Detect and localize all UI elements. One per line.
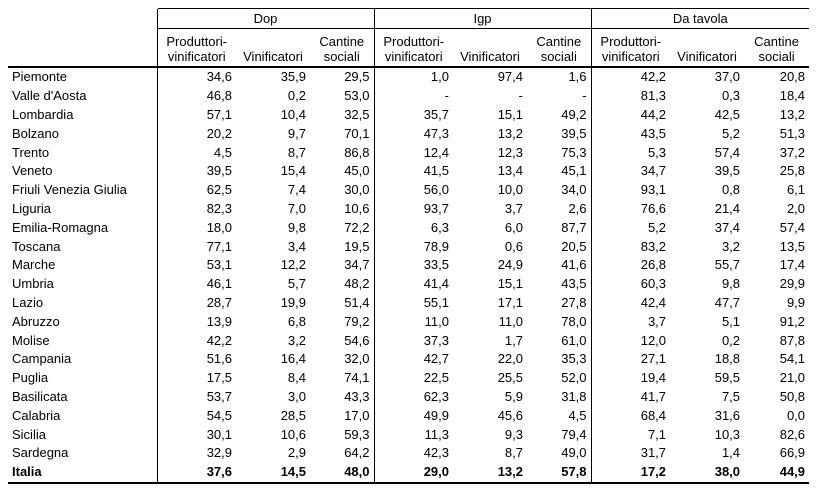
subheader-cantine-sociali bbox=[744, 29, 809, 68]
value-cell: 31,7 bbox=[591, 444, 670, 463]
value-cell: 39,5 bbox=[157, 162, 236, 181]
table-row bbox=[8, 275, 809, 294]
value-cell: 30,0 bbox=[344, 182, 370, 198]
region-name: Molise bbox=[12, 332, 50, 348]
group-header-dop: Dop bbox=[157, 9, 374, 29]
value-cell: 51,3 bbox=[779, 125, 806, 141]
value-cell: 42,5 bbox=[714, 106, 741, 122]
value-cell: 15,1 bbox=[497, 106, 523, 122]
value-cell: 25,5 bbox=[497, 370, 523, 386]
table-body bbox=[8, 67, 809, 483]
value-cell: 53,7 bbox=[157, 388, 236, 407]
value-cell: 42,3 bbox=[374, 444, 453, 463]
value-cell: 35,3 bbox=[561, 351, 587, 367]
value-cell: 64,2 bbox=[344, 445, 370, 461]
table-row bbox=[8, 143, 809, 162]
value-cell: 42,7 bbox=[374, 350, 453, 369]
value-cell: - bbox=[374, 87, 453, 106]
value-cell: 21,4 bbox=[714, 200, 741, 216]
region-name: Sicilia bbox=[12, 426, 46, 442]
value-cell: 42,4 bbox=[591, 294, 670, 313]
value-cell: 31,6 bbox=[714, 407, 741, 423]
value-cell: 57,1 bbox=[157, 106, 236, 125]
value-cell: 43,5 bbox=[591, 124, 670, 143]
value-cell: 18,8 bbox=[714, 351, 741, 367]
value-cell: 7,0 bbox=[287, 200, 306, 216]
value-cell: 38,0 bbox=[670, 463, 744, 483]
value-cell: 0,8 bbox=[721, 182, 741, 198]
value-cell: 26,8 bbox=[591, 256, 670, 275]
value-cell: 3,0 bbox=[287, 388, 306, 404]
value-cell: 20,5 bbox=[561, 238, 587, 254]
value-cell: 37,2 bbox=[779, 144, 806, 160]
value-cell: 0,3 bbox=[721, 88, 741, 104]
value-cell: 29,9 bbox=[779, 276, 806, 292]
value-cell: 86,8 bbox=[344, 144, 370, 160]
subheader-line: sociali bbox=[758, 49, 795, 64]
value-cell: 87,8 bbox=[779, 332, 806, 348]
value-cell: 12,3 bbox=[497, 144, 523, 160]
table-row bbox=[8, 181, 809, 200]
value-cell: 30,1 bbox=[157, 425, 236, 444]
value-cell: 70,1 bbox=[344, 125, 370, 141]
value-cell: 44,2 bbox=[591, 106, 670, 125]
value-cell: 57,8 bbox=[527, 463, 591, 483]
value-cell: 74,1 bbox=[344, 370, 370, 386]
subheader-line: Cantine bbox=[754, 34, 799, 49]
value-cell: 48,0 bbox=[310, 463, 374, 483]
value-cell: 22,5 bbox=[374, 369, 453, 388]
value-cell: 93,1 bbox=[591, 181, 670, 200]
value-cell: 97,4 bbox=[497, 69, 523, 85]
value-cell: 39,5 bbox=[714, 163, 741, 179]
value-cell: 68,4 bbox=[591, 406, 670, 425]
value-cell: 6,0 bbox=[504, 219, 523, 235]
value-cell: 28,5 bbox=[280, 407, 306, 423]
subheader-produttori-vinificatori bbox=[374, 29, 453, 68]
value-cell: 79,4 bbox=[561, 426, 587, 442]
value-cell: 32,9 bbox=[157, 444, 236, 463]
value-cell: 34,7 bbox=[344, 257, 370, 273]
subheader-line: Vinificatori bbox=[243, 49, 303, 64]
region-name: Trento bbox=[12, 144, 50, 160]
value-cell: 13,9 bbox=[157, 312, 236, 331]
value-cell: 82,3 bbox=[157, 200, 236, 219]
value-cell: 6,8 bbox=[287, 313, 306, 329]
value-cell: 16,4 bbox=[280, 351, 306, 367]
value-cell: 25,8 bbox=[779, 163, 806, 179]
subheader-line: vinificatori bbox=[601, 49, 660, 64]
value-cell: 75,3 bbox=[561, 144, 587, 160]
value-cell: 54,5 bbox=[157, 406, 236, 425]
table-row bbox=[8, 200, 809, 219]
value-cell: 37,4 bbox=[714, 219, 741, 235]
value-cell: 43,3 bbox=[344, 388, 370, 404]
table-row bbox=[8, 67, 809, 87]
value-cell: 93,7 bbox=[374, 200, 453, 219]
value-cell: 29,5 bbox=[344, 69, 370, 85]
value-cell: 78,9 bbox=[374, 237, 453, 256]
value-cell: 11,3 bbox=[374, 425, 453, 444]
value-cell: 32,0 bbox=[344, 351, 370, 367]
value-cell: 11,0 bbox=[374, 312, 453, 331]
region-name: Lazio bbox=[12, 294, 44, 310]
value-cell: 32,5 bbox=[344, 106, 370, 122]
value-cell: 44,9 bbox=[744, 463, 809, 483]
value-cell: 61,0 bbox=[561, 332, 587, 348]
value-cell: 19,4 bbox=[591, 369, 670, 388]
region-name: Friuli Venezia Giulia bbox=[12, 182, 127, 198]
value-cell: 62,5 bbox=[157, 181, 236, 200]
value-cell: 13,5 bbox=[779, 238, 806, 254]
value-cell: 7,4 bbox=[287, 182, 306, 198]
table-row bbox=[8, 162, 809, 181]
value-cell: 54,6 bbox=[344, 332, 370, 348]
value-cell: 37,6 bbox=[157, 463, 236, 483]
value-cell: 20,8 bbox=[779, 69, 806, 85]
value-cell: 82,6 bbox=[779, 426, 806, 442]
value-cell: 14,5 bbox=[236, 463, 310, 483]
value-cell: 5,7 bbox=[287, 276, 306, 292]
value-cell: 8,4 bbox=[287, 370, 306, 386]
value-cell: 5,2 bbox=[591, 218, 670, 237]
value-cell: 27,1 bbox=[591, 350, 670, 369]
table-row bbox=[8, 331, 809, 350]
value-cell: 49,2 bbox=[561, 106, 587, 122]
value-cell: 1,6 bbox=[568, 69, 587, 85]
value-cell: 13,2 bbox=[497, 125, 523, 141]
region-name: Abruzzo bbox=[12, 313, 60, 329]
region-name: Veneto bbox=[12, 163, 53, 179]
subheader-line: Cantine bbox=[536, 34, 582, 49]
value-cell: 34,0 bbox=[561, 182, 587, 198]
value-cell: 43,5 bbox=[561, 276, 587, 292]
value-cell: 10,6 bbox=[344, 200, 370, 216]
value-cell: 11,0 bbox=[498, 313, 523, 329]
value-cell: 18,0 bbox=[157, 218, 236, 237]
value-cell: 10,0 bbox=[497, 182, 523, 198]
value-cell: 28,7 bbox=[157, 294, 236, 313]
value-cell: 2,6 bbox=[568, 200, 587, 216]
value-cell: 10,3 bbox=[714, 426, 741, 442]
total-row bbox=[8, 463, 809, 483]
value-cell: 59,5 bbox=[714, 370, 741, 386]
value-cell: 17,1 bbox=[497, 294, 523, 310]
group-header-igp: Igp bbox=[374, 9, 591, 29]
value-cell: 37,0 bbox=[714, 69, 741, 85]
subheader-line: Cantine bbox=[319, 34, 365, 49]
value-cell: 3,2 bbox=[287, 332, 306, 348]
table-row bbox=[8, 406, 809, 425]
table-row bbox=[8, 218, 809, 237]
value-cell: 57,4 bbox=[714, 144, 741, 160]
value-cell: 27,8 bbox=[561, 294, 587, 310]
value-cell: 6,3 bbox=[374, 218, 453, 237]
table-row bbox=[8, 425, 809, 444]
region-name: Puglia bbox=[12, 370, 49, 386]
value-cell: 66,9 bbox=[779, 445, 806, 461]
value-cell: 46,1 bbox=[157, 275, 236, 294]
value-cell: 21,0 bbox=[779, 370, 806, 386]
value-cell: 19,9 bbox=[280, 294, 306, 310]
value-cell: 35,9 bbox=[280, 69, 306, 85]
value-cell: 2,9 bbox=[287, 445, 306, 461]
value-cell: 81,3 bbox=[591, 87, 670, 106]
region-name: Sardegna bbox=[12, 445, 69, 461]
table-row bbox=[8, 294, 809, 313]
value-cell: 60,3 bbox=[591, 275, 670, 294]
subheader-line: sociali bbox=[540, 49, 577, 64]
value-cell: 9,7 bbox=[287, 125, 306, 141]
subheader-line: vinificatori bbox=[384, 49, 443, 64]
value-cell: 13,2 bbox=[453, 463, 527, 483]
subheader-line: Produttori- bbox=[600, 34, 662, 49]
subheader-corner bbox=[8, 29, 157, 68]
value-cell: 41,4 bbox=[374, 275, 453, 294]
header-corner bbox=[8, 9, 157, 29]
value-cell: 31,8 bbox=[561, 388, 587, 404]
value-cell: 0,0 bbox=[786, 407, 806, 423]
region-name: Bolzano bbox=[12, 125, 59, 141]
group-header-row bbox=[8, 9, 809, 29]
value-cell: 9,9 bbox=[786, 294, 806, 310]
region-name: Piemonte bbox=[12, 69, 67, 85]
value-cell: 5,9 bbox=[504, 388, 523, 404]
value-cell: 78,0 bbox=[561, 313, 587, 329]
table-row bbox=[8, 369, 809, 388]
value-cell: 10,6 bbox=[280, 426, 306, 442]
value-cell: - bbox=[582, 88, 587, 104]
value-cell: 47,3 bbox=[374, 124, 453, 143]
table-row bbox=[8, 312, 809, 331]
subheader-line: Produttori- bbox=[383, 34, 445, 49]
value-cell: 18,4 bbox=[779, 88, 806, 104]
value-cell: 46,8 bbox=[157, 87, 236, 106]
value-cell: 41,7 bbox=[591, 388, 670, 407]
value-cell: 54,1 bbox=[779, 351, 806, 367]
value-cell: 42,2 bbox=[591, 67, 670, 87]
region-name: Marche bbox=[12, 257, 56, 273]
region-name: Calabria bbox=[12, 407, 61, 423]
table-row bbox=[8, 237, 809, 256]
value-cell: 4,5 bbox=[568, 407, 587, 423]
subheader-cantine-sociali bbox=[527, 29, 591, 68]
value-cell: 91,2 bbox=[779, 313, 806, 329]
value-cell: 56,0 bbox=[374, 181, 453, 200]
value-cell: 55,1 bbox=[374, 294, 453, 313]
value-cell: 24,9 bbox=[497, 257, 523, 273]
value-cell: 19,5 bbox=[344, 238, 370, 254]
region-name: Valle d'Aosta bbox=[12, 88, 87, 104]
value-cell: 33,5 bbox=[374, 256, 453, 275]
value-cell: 12,2 bbox=[280, 257, 306, 273]
value-cell: 3,2 bbox=[721, 238, 741, 254]
value-cell: 17,4 bbox=[779, 257, 806, 273]
subheader-line: Vinificatori bbox=[460, 49, 520, 64]
subheader-row bbox=[8, 29, 809, 68]
value-cell: 5,2 bbox=[721, 125, 741, 141]
value-cell: 47,7 bbox=[714, 294, 741, 310]
value-cell: 62,3 bbox=[374, 388, 453, 407]
value-cell: 49,0 bbox=[561, 445, 587, 461]
value-cell: 17,5 bbox=[157, 369, 236, 388]
value-cell: 53,0 bbox=[344, 88, 370, 104]
region-name: Basilicata bbox=[12, 388, 68, 404]
region-name: Umbria bbox=[12, 276, 54, 292]
value-cell: 8,7 bbox=[287, 144, 306, 160]
regional-share-table bbox=[8, 8, 809, 484]
value-cell: 41,5 bbox=[374, 162, 453, 181]
value-cell: 59,3 bbox=[344, 426, 370, 442]
value-cell: 0,2 bbox=[287, 88, 306, 104]
value-cell: 34,6 bbox=[157, 67, 236, 87]
subheader-vinificatori bbox=[670, 29, 744, 68]
value-cell: 3,4 bbox=[287, 238, 306, 254]
subheader-line: Vinificatori bbox=[677, 49, 737, 64]
subheader-produttori-vinificatori bbox=[591, 29, 670, 68]
value-cell: 1,0 bbox=[374, 67, 453, 87]
value-cell: 48,2 bbox=[344, 276, 370, 292]
value-cell: 76,6 bbox=[591, 200, 670, 219]
value-cell: 12,4 bbox=[374, 143, 453, 162]
value-cell: 57,4 bbox=[779, 219, 806, 235]
value-cell: 45,1 bbox=[561, 163, 587, 179]
value-cell: 51,4 bbox=[344, 294, 370, 310]
value-cell: 45,0 bbox=[344, 163, 370, 179]
table-row bbox=[8, 124, 809, 143]
value-cell: 79,2 bbox=[344, 313, 370, 329]
region-name: Liguria bbox=[12, 200, 52, 216]
value-cell: 52,0 bbox=[561, 370, 587, 386]
subheader-produttori-vinificatori bbox=[157, 29, 236, 68]
region-name: Italia bbox=[8, 463, 157, 483]
region-name: Campania bbox=[12, 351, 72, 367]
value-cell: - bbox=[518, 88, 523, 104]
value-cell: 15,1 bbox=[497, 276, 523, 292]
value-cell: 42,2 bbox=[157, 331, 236, 350]
value-cell: 17,0 bbox=[344, 407, 370, 423]
value-cell: 3,7 bbox=[504, 200, 523, 216]
value-cell: 72,2 bbox=[344, 219, 370, 235]
value-cell: 53,1 bbox=[157, 256, 236, 275]
subheader-line: vinificatori bbox=[167, 49, 226, 64]
value-cell: 87,7 bbox=[561, 219, 587, 235]
value-cell: 35,7 bbox=[374, 106, 453, 125]
value-cell: 51,6 bbox=[157, 350, 236, 369]
value-cell: 12,0 bbox=[591, 331, 670, 350]
value-cell: 7,5 bbox=[721, 388, 741, 404]
table-row bbox=[8, 256, 809, 275]
value-cell: 1,7 bbox=[504, 332, 523, 348]
region-name: Lombardia bbox=[12, 106, 74, 122]
value-cell: 9,8 bbox=[721, 276, 741, 292]
value-cell: 7,1 bbox=[591, 425, 670, 444]
table-row bbox=[8, 350, 809, 369]
value-cell: 83,2 bbox=[591, 237, 670, 256]
subheader-vinificatori bbox=[236, 29, 310, 68]
value-cell: 10,4 bbox=[280, 106, 306, 122]
value-cell: 15,4 bbox=[280, 163, 306, 179]
value-cell: 8,7 bbox=[504, 445, 523, 461]
value-cell: 17,2 bbox=[591, 463, 670, 483]
region-name: Emilia-Romagna bbox=[12, 219, 109, 235]
value-cell: 45,6 bbox=[497, 407, 523, 423]
value-cell: 0,2 bbox=[721, 332, 741, 348]
value-cell: 34,7 bbox=[591, 162, 670, 181]
subheader-cantine-sociali bbox=[310, 29, 374, 68]
value-cell: 9,8 bbox=[287, 219, 306, 235]
table-row bbox=[8, 87, 809, 106]
subheader-vinificatori bbox=[453, 29, 527, 68]
region-name: Toscana bbox=[12, 238, 61, 254]
value-cell: 13,2 bbox=[779, 106, 806, 122]
value-cell: 3,7 bbox=[591, 312, 670, 331]
value-cell: 4,5 bbox=[157, 143, 236, 162]
value-cell: 39,5 bbox=[561, 125, 587, 141]
value-cell: 2,0 bbox=[786, 200, 806, 216]
value-cell: 29,0 bbox=[374, 463, 453, 483]
value-cell: 49,9 bbox=[374, 406, 453, 425]
value-cell: 50,8 bbox=[779, 388, 806, 404]
table-row bbox=[8, 106, 809, 125]
table-row bbox=[8, 444, 809, 463]
value-cell: 5,1 bbox=[721, 313, 741, 329]
value-cell: 5,3 bbox=[591, 143, 670, 162]
value-cell: 77,1 bbox=[157, 237, 236, 256]
subheader-line: Produttori- bbox=[166, 34, 228, 49]
value-cell: 1,4 bbox=[721, 445, 741, 461]
value-cell: 6,1 bbox=[786, 182, 806, 198]
value-cell: 0,6 bbox=[504, 238, 523, 254]
value-cell: 13,4 bbox=[497, 163, 523, 179]
value-cell: 20,2 bbox=[157, 124, 236, 143]
table-row bbox=[8, 388, 809, 407]
subheader-line: sociali bbox=[323, 49, 360, 64]
value-cell: 9,3 bbox=[504, 426, 523, 442]
group-header-da-tavola: Da tavola bbox=[591, 9, 809, 29]
value-cell: 22,0 bbox=[497, 351, 523, 367]
value-cell: 41,6 bbox=[561, 257, 587, 273]
value-cell: 37,3 bbox=[374, 331, 453, 350]
value-cell: 55,7 bbox=[714, 257, 741, 273]
